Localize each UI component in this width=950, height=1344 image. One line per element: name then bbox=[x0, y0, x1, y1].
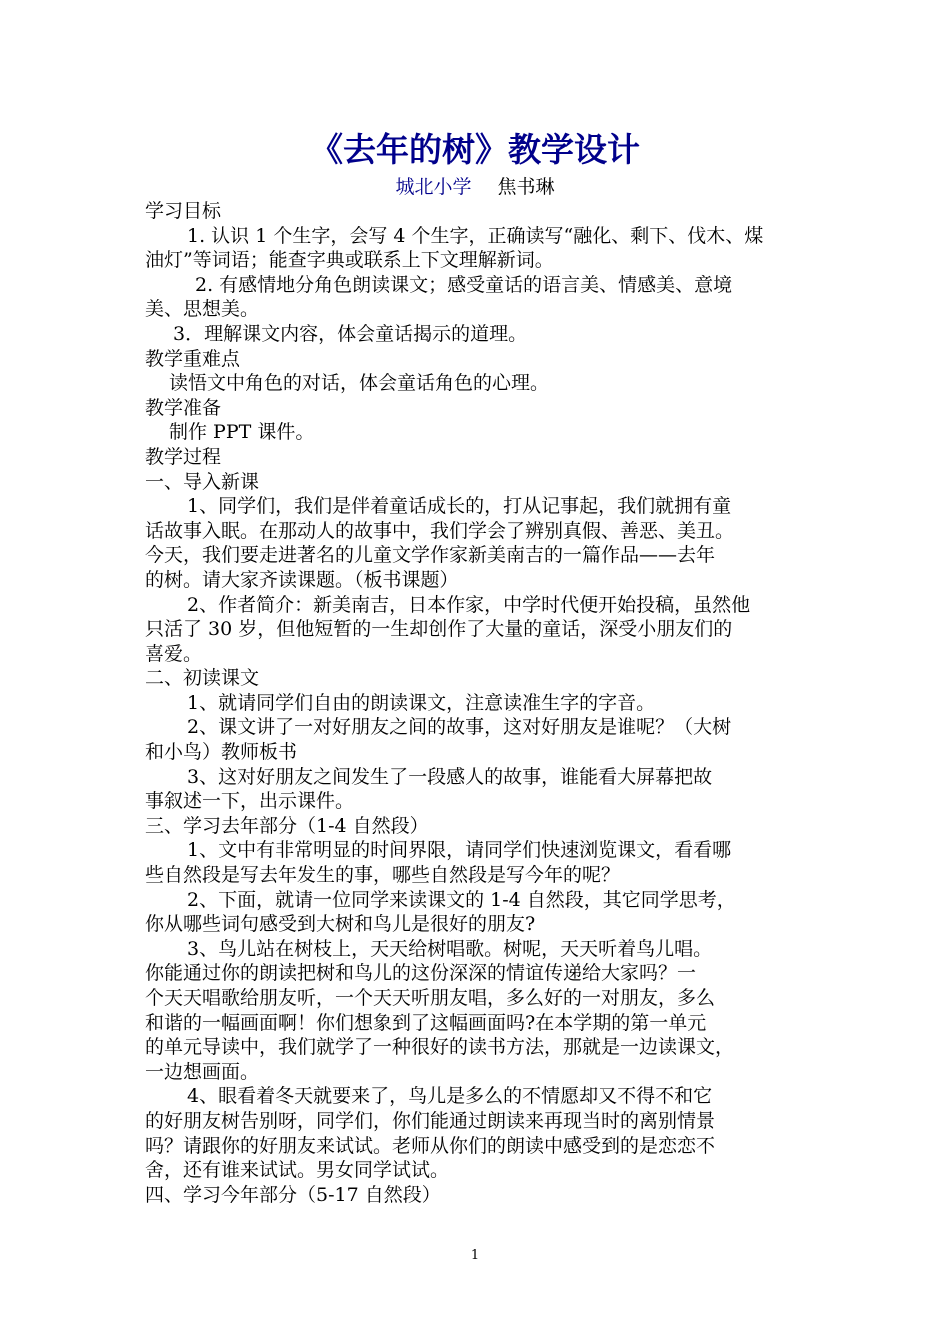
body-line: 你从哪些词句感受到大树和鸟儿是很好的朋友? bbox=[145, 913, 536, 936]
body-line: 3、这对好朋友之间发生了一段感人的故事，谁能看大屏幕把故 bbox=[187, 765, 713, 788]
subsection-heading: 四、学习今年部分（5-17 自然段） bbox=[145, 1183, 441, 1206]
body-line: 2、作者简介：新美南吉，日本作家，中学时代便开始投稿，虽然他 bbox=[187, 593, 751, 616]
page-number: 1 bbox=[470, 1248, 480, 1263]
body-line: 4、眼看着冬天就要来了，鸟儿是多么的不情愿却又不得不和它 bbox=[187, 1085, 713, 1108]
body-line: 读悟文中角色的对话，体会童话角色的心理。 bbox=[169, 372, 550, 395]
subsection-heading: 三、学习去年部分（1-4 自然段） bbox=[145, 814, 429, 837]
document-title: 《去年的树》教学设计 bbox=[310, 130, 640, 169]
body-line: 舍，还有谁来试试。男女同学试试。 bbox=[145, 1159, 450, 1182]
author-line bbox=[0, 174, 950, 200]
body-line: 1、就请同学们自由的朗读课文，注意读准生字的字音。 bbox=[187, 691, 656, 714]
body-line: 和谐的一幅画面啊！你们想象到了这幅画面吗?在本学期的第一单元 bbox=[145, 1011, 707, 1034]
section-heading: 教学重难点 bbox=[145, 347, 241, 370]
body-line: 今天，我们要走进著名的儿童文学作家新美南吉的一篇作品——去年 bbox=[145, 544, 716, 567]
school-name: 城北小学 bbox=[395, 176, 472, 198]
body-line: 的单元导读中，我们就学了一种很好的读书方法，那就是一边读课文， bbox=[145, 1036, 735, 1059]
body-line: 2、下面，就请一位同学来读课文的 1-4 自然段，其它同学思考， bbox=[187, 888, 736, 911]
body-line: 1、同学们，我们是伴着童话成长的，打从记事起，我们就拥有童 bbox=[187, 495, 732, 518]
body-line: 你能通过你的朗读把树和鸟儿的这份深深的情谊传递给大家吗？一 bbox=[145, 962, 697, 985]
subsection-heading: 一、导入新课 bbox=[145, 470, 260, 493]
body-line: 2、课文讲了一对好朋友之间的故事，这对好朋友是谁呢？（大树 bbox=[187, 716, 732, 739]
body-line: 3．理解课文内容，体会童话揭示的道理。 bbox=[173, 322, 528, 345]
body-line: 1、文中有非常明显的时间界限，请同学们快速浏览课文，看看哪 bbox=[187, 839, 732, 862]
body-line: 一边想画面。 bbox=[145, 1060, 260, 1083]
subsection-heading: 二、初读课文 bbox=[145, 667, 260, 690]
section-heading: 学习目标 bbox=[145, 200, 222, 222]
body-line: 话故事入眠。在那动人的故事中，我们学会了辨别真假、善恶、美丑。 bbox=[145, 519, 735, 542]
body-line: 吗？请跟你的好朋友来试试。老师从你们的朗读中感受到的是恋恋不 bbox=[145, 1134, 716, 1157]
body-line: 制作 PPT 课件。 bbox=[169, 421, 315, 444]
body-line: 1. 认识 1 个生字，会写 4 个生字，正确读写“融化、剩下、伐木、煤 bbox=[187, 224, 764, 247]
author-name: 焦书琳 bbox=[497, 176, 555, 198]
body-line: 美、思想美。 bbox=[145, 298, 260, 321]
body-line: 和小鸟）教师板书 bbox=[145, 741, 298, 764]
body-line: 喜爱。 bbox=[145, 642, 203, 665]
body-line: 只活了 30 岁，但他短暂的一生却创作了大量的童话，深受小朋友们的 bbox=[145, 618, 733, 641]
body-line: 油灯”等词语；能查字典或联系上下文理解新词。 bbox=[145, 249, 554, 272]
body-line: 2. 有感情地分角色朗读课文；感受童话的语言美、情感美、意境 bbox=[195, 273, 733, 296]
body-line: 3、鸟儿站在树枝上，天天给树唱歌。树呢，天天听着鸟儿唱。 bbox=[187, 937, 713, 960]
body-line: 的好朋友树告别呀，同学们，你们能通过朗读来再现当时的离别情景 bbox=[145, 1109, 716, 1132]
section-heading: 教学过程 bbox=[145, 445, 222, 468]
body-line: 些自然段是写去年发生的事，哪些自然段是写今年的呢？ bbox=[145, 864, 621, 887]
section-heading: 教学准备 bbox=[145, 396, 222, 419]
document-body bbox=[145, 199, 807, 1207]
body-line: 的树。请大家齐读课题。（板书课题） bbox=[145, 568, 459, 591]
body-line: 个天天唱歌给朋友听，一个天天听朋友唱，多么好的一对朋友，多么 bbox=[145, 987, 716, 1009]
body-line: 事叙述一下，出示课件。 bbox=[145, 790, 355, 813]
